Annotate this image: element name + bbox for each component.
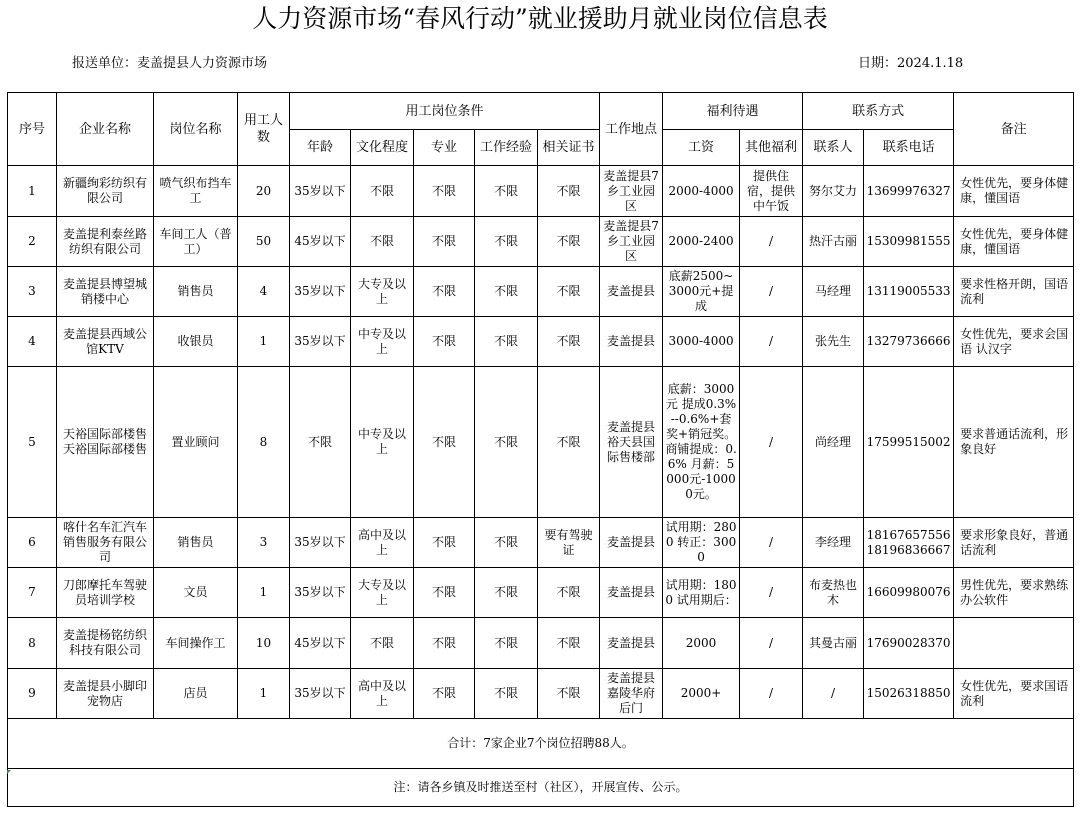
header-education: 文化程度 [351,130,414,166]
cell-age: 45岁以下 [290,618,351,669]
cell-contact-person: 李经理 [803,518,864,568]
cell-headcount: 50 [238,217,290,267]
cell-location: 麦盖提县 [600,317,663,367]
cell-major: 不限 [414,669,475,719]
cell-certificate: 不限 [538,669,600,719]
cell-remarks: 要求性格开朗，国语流利 [954,267,1074,317]
cell-other-welfare: / [740,518,803,568]
cell-remarks: 要求普通话流利，形象良好 [954,367,1074,518]
cell-phone: 15026318850 [864,669,954,719]
cell-age: 35岁以下 [290,669,351,719]
cell-salary: 3000-4000 [663,317,740,367]
cell-position: 收银员 [154,317,238,367]
cell-location: 麦盖提县嘉陵华府后门 [600,669,663,719]
cell-contact-person: 马经理 [803,267,864,317]
cell-position: 喷气织布挡车工 [154,166,238,217]
header-seq: 序号 [8,93,57,166]
cell-salary: 2000+ [663,669,740,719]
table-row [8,317,1074,367]
header-welfare: 福利待遇 [663,93,803,130]
cell-other-welfare: 提供住宿，提供中午饭 [740,166,803,217]
cell-other-welfare: / [740,568,803,618]
header-phone: 联系电话 [864,130,954,166]
table-row [8,267,1074,317]
cell-salary: 底薪：3000元 提成0.3%--0.6%+套奖+销冠奖。商铺提成：0.6% 月薪：5000元-10000元。 [663,367,740,518]
cell-experience: 不限 [475,669,538,719]
cell-seq: 2 [8,217,57,267]
cell-other-welfare: / [740,317,803,367]
cell-experience: 不限 [475,618,538,669]
cell-seq: 9 [8,669,57,719]
cell-position: 车间工人（普工） [154,217,238,267]
report-date: 日期：2024.1.18 [858,56,964,71]
cell-company: 麦盖提县小脚印宠物店 [57,669,154,719]
header-salary: 工资 [663,130,740,166]
cell-remarks: 男性优先，要求熟练办公软件 [954,568,1074,618]
cell-position: 置业顾问 [154,367,238,518]
cell-contact-person: 尚经理 [803,367,864,518]
cell-age: 35岁以下 [290,317,351,367]
cell-major: 不限 [414,267,475,317]
cell-major: 不限 [414,568,475,618]
cell-location: 麦盖提县7乡工业园区 [600,217,663,267]
cell-location: 麦盖提县裕天县国际售楼部 [600,367,663,518]
cell-education: 不限 [351,618,414,669]
cell-company: 麦盖提县博望城销楼中心 [57,267,154,317]
cell-headcount: 4 [238,267,290,317]
cell-seq: 7 [8,568,57,618]
total-row [8,719,1074,769]
header-location: 工作地点 [600,93,663,166]
cell-company: 天裕国际部楼售天裕国际部楼售 [57,367,154,518]
cell-remarks: 女性优先，要求会国语 认汉字 [954,317,1074,367]
cell-phone: 17599515002 [864,367,954,518]
cell-experience: 不限 [475,166,538,217]
table-row [8,217,1074,267]
cell-headcount: 3 [238,518,290,568]
cell-headcount: 1 [238,317,290,367]
cell-phone: 18167657556 18196836667 [864,518,954,568]
cell-other-welfare: / [740,367,803,518]
table-row [8,568,1074,618]
cell-certificate: 不限 [538,267,600,317]
cell-seq: 8 [8,618,57,669]
cell-other-welfare: / [740,267,803,317]
cell-seq: 1 [8,166,57,217]
cell-phone: 17690028370 [864,618,954,669]
cell-location: 麦盖提县 [600,518,663,568]
cell-salary: 2000-2400 [663,217,740,267]
cell-company: 刀郎摩托车驾驶员培训学校 [57,568,154,618]
cell-major: 不限 [414,618,475,669]
job-info-table [7,92,1074,807]
cell-certificate: 不限 [538,367,600,518]
cell-salary: 底薪2500~3000元+提成 [663,267,740,317]
footnote-row [8,769,1074,807]
cell-seq: 4 [8,317,57,367]
cell-contact-person: / [803,669,864,719]
cell-phone: 13699976327 [864,166,954,217]
cell-seq: 3 [8,267,57,317]
cell-education: 不限 [351,217,414,267]
cell-education: 大专及以上 [351,267,414,317]
cell-headcount: 8 [238,367,290,518]
page-title: 人力资源市场“春风行动”就业援助月就业岗位信息表 [252,4,828,33]
cell-education: 高中及以上 [351,518,414,568]
header-other-welfare: 其他福利 [740,130,803,166]
cell-location: 麦盖提县 [600,568,663,618]
cell-remarks: 女性优先，要求国语流利 [954,669,1074,719]
cell-salary: 2000 [663,618,740,669]
header-headcount: 用工人数 [238,93,290,166]
cell-headcount: 1 [238,568,290,618]
header-contact-person: 联系人 [803,130,864,166]
cell-salary: 试用期：1800 试用期后： [663,568,740,618]
cell-certificate: 不限 [538,166,600,217]
cell-education: 不限 [351,166,414,217]
cell-age: 35岁以下 [290,568,351,618]
cell-education: 中专及以上 [351,367,414,518]
cell-company: 麦盖提县西域公馆KTV [57,317,154,367]
cell-position: 文员 [154,568,238,618]
cell-seq: 5 [8,367,57,518]
cell-experience: 不限 [475,217,538,267]
cell-location: 麦盖提县 [600,267,663,317]
header-position: 岗位名称 [154,93,238,166]
header-certificate: 相关证书 [538,130,600,166]
cell-remarks: 要求形象良好，普通话流利 [954,518,1074,568]
cell-position: 销售员 [154,518,238,568]
table-row [8,166,1074,217]
cell-location: 麦盖提县7乡工业园区 [600,166,663,217]
cell-certificate: 不限 [538,217,600,267]
cell-phone: 16609980076 [864,568,954,618]
cell-company: 麦盖提利泰丝路纺织有限公司 [57,217,154,267]
cell-major: 不限 [414,518,475,568]
cell-seq: 6 [8,518,57,568]
cell-salary: 试用期：2800 转正：3000 [663,518,740,568]
cell-headcount: 20 [238,166,290,217]
cell-contact-person: 热汗古丽 [803,217,864,267]
cell-certificate: 不限 [538,618,600,669]
cell-position: 车间操作工 [154,618,238,669]
table-row [8,618,1074,669]
cell-company: 喀什名车汇汽车销售服务有限公司 [57,518,154,568]
cell-education: 中专及以上 [351,317,414,367]
cell-major: 不限 [414,367,475,518]
cell-certificate: 要有驾驶证 [538,518,600,568]
cell-education: 大专及以上 [351,568,414,618]
header-company: 企业名称 [57,93,154,166]
cell-age: 45岁以下 [290,217,351,267]
cell-contact-person: 布麦热也木 [803,568,864,618]
cell-age: 35岁以下 [290,518,351,568]
cell-phone: 15309981555 [864,217,954,267]
cell-certificate: 不限 [538,317,600,367]
cell-remarks [954,618,1074,669]
cell-education: 高中及以上 [351,669,414,719]
cell-location: 麦盖提县 [600,618,663,669]
cell-certificate: 不限 [538,568,600,618]
cell-position: 店员 [154,669,238,719]
cell-other-welfare: / [740,217,803,267]
cell-other-welfare: / [740,618,803,669]
cell-position: 销售员 [154,267,238,317]
footnote: 注：请各乡镇及时推送至村（社区），开展宣传、公示。 [8,769,1074,807]
header-conditions: 用工岗位条件 [290,93,600,130]
cell-experience: 不限 [475,568,538,618]
cell-major: 不限 [414,166,475,217]
cell-experience: 不限 [475,367,538,518]
cell-age: 不限 [290,367,351,518]
header-contact: 联系方式 [803,93,954,130]
cell-contact-person: 其曼古丽 [803,618,864,669]
table-row [8,669,1074,719]
total-summary: 合计：7家企业7个岗位招聘88人。 [8,719,1074,769]
cell-company: 新疆绚彩纺织有限公司 [57,166,154,217]
cell-headcount: 10 [238,618,290,669]
cell-headcount: 1 [238,669,290,719]
cell-major: 不限 [414,317,475,367]
cell-company: 麦盖提杨铭纺织科技有限公司 [57,618,154,669]
header-major: 专业 [414,130,475,166]
cell-phone: 13119005533 [864,267,954,317]
reporting-unit: 报送单位：麦盖提县人力资源市场 [72,56,268,71]
cell-other-welfare: / [740,669,803,719]
cell-age: 35岁以下 [290,267,351,317]
corner-mark [7,770,11,774]
cell-age: 35岁以下 [290,166,351,217]
cell-phone: 13279736666 [864,317,954,367]
cell-major: 不限 [414,217,475,267]
cell-contact-person: 努尔艾力 [803,166,864,217]
header-experience: 工作经验 [475,130,538,166]
cell-experience: 不限 [475,317,538,367]
cell-contact-person: 张先生 [803,317,864,367]
cell-salary: 2000-4000 [663,166,740,217]
cell-remarks: 女性优先，要身体健康，懂国语 [954,217,1074,267]
table-row [8,367,1074,518]
header-age: 年龄 [290,130,351,166]
cell-experience: 不限 [475,518,538,568]
header-remarks: 备注 [954,93,1074,166]
table-row [8,518,1074,568]
cell-experience: 不限 [475,267,538,317]
cell-remarks: 女性优先，要身体健康，懂国语 [954,166,1074,217]
